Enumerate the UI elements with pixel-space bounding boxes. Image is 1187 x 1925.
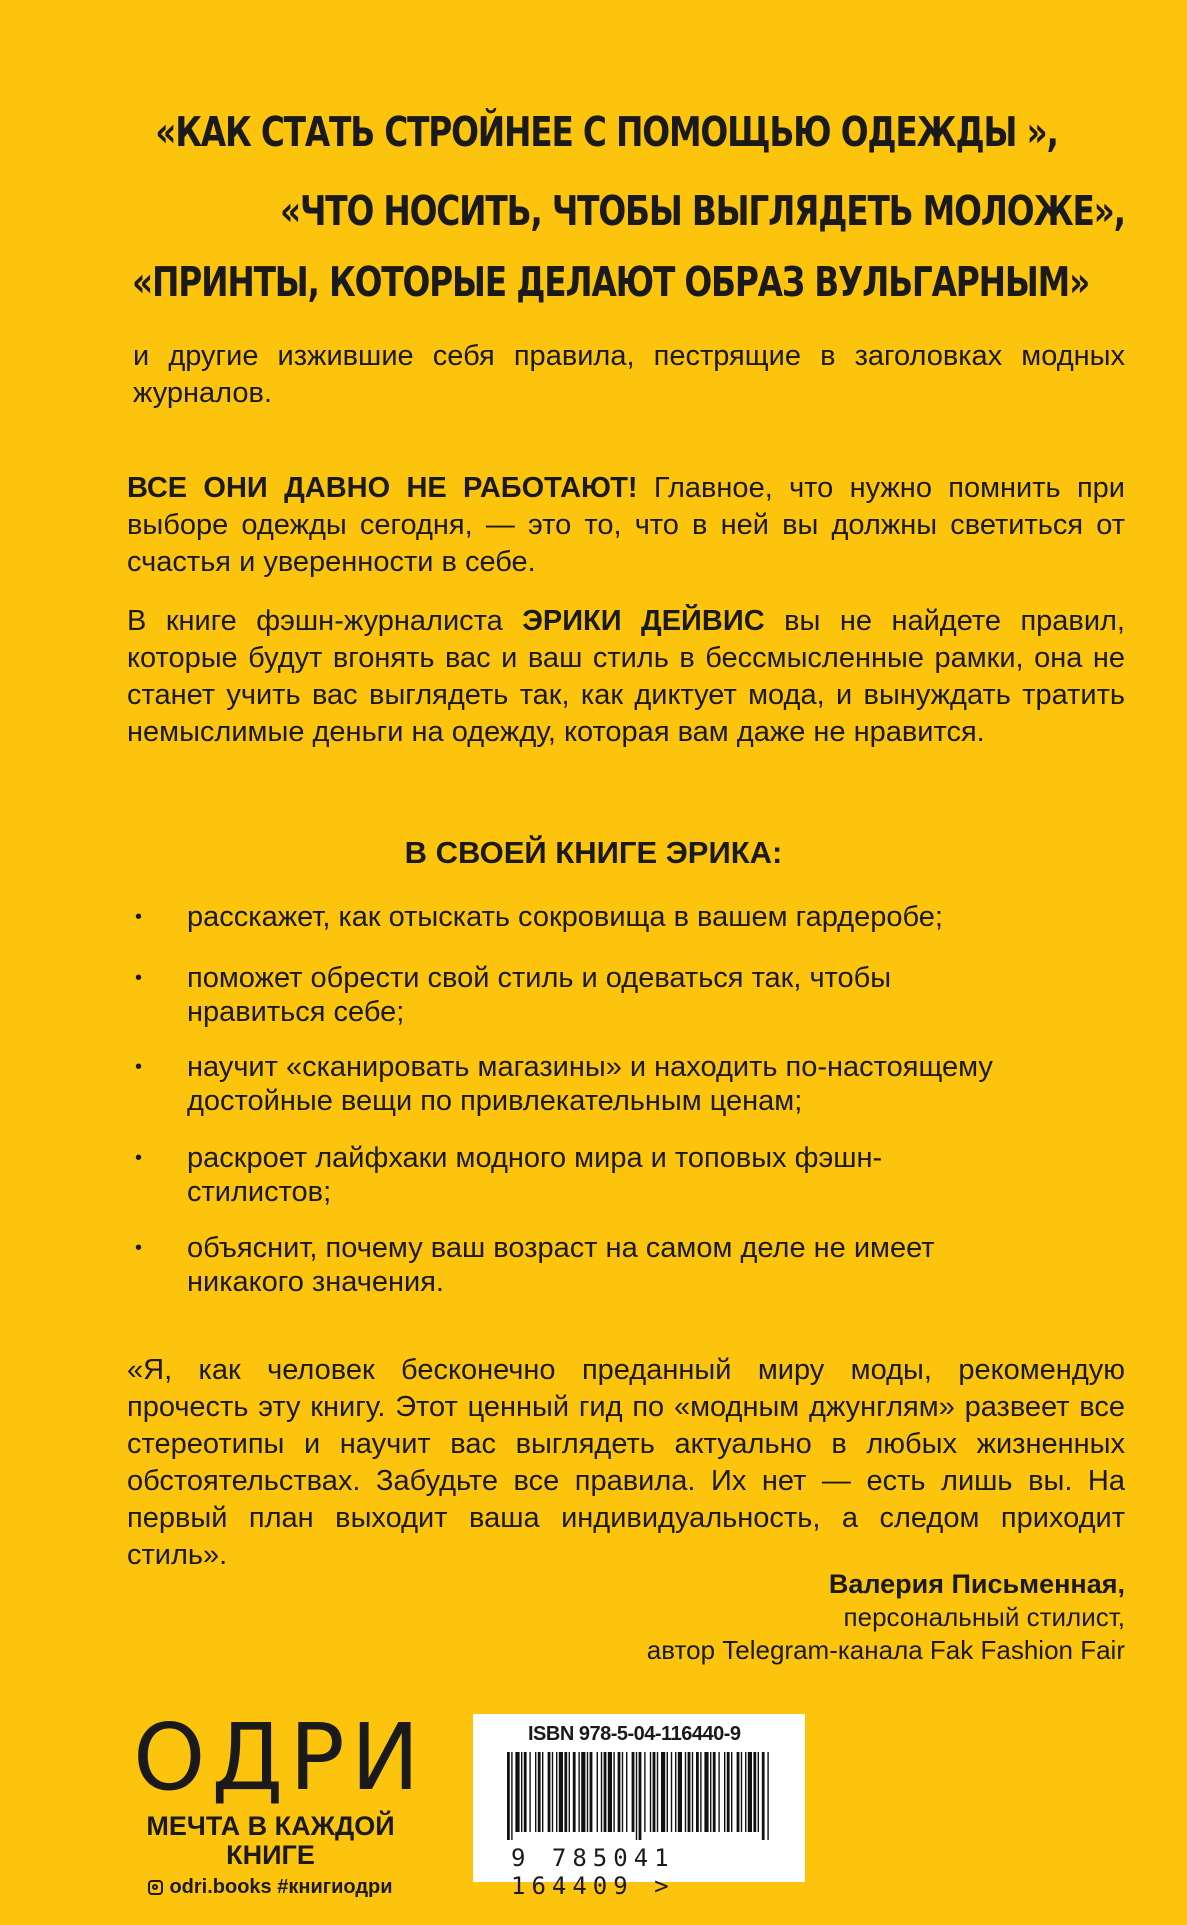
headline-2: «ЧТО НОСИТЬ, ЧТОБЫ ВЫГЛЯДЕТЬ МОЛОЖЕ», (280, 187, 1125, 235)
barcode-bar (569, 1752, 570, 1832)
barcode-bar (692, 1752, 693, 1832)
section-title: В СВОЕЙ КНИГЕ ЭРИКА: (404, 835, 783, 870)
barcode-bar (542, 1752, 543, 1832)
book-text-start: В книге фэшн-журналиста (127, 605, 523, 637)
barcode-bar (710, 1752, 711, 1832)
barcode-bar (626, 1752, 627, 1832)
logo-social (133, 1876, 408, 1899)
attribution-name: Валерия Письменная, (828, 1569, 1125, 1599)
logo-tagline-line: МЕЧТА В КАЖДОЙ (146, 1811, 395, 1841)
list-item-text: поможет обрести свой стиль и одеваться так, чтобы нравиться себе; (187, 962, 892, 1028)
barcode-bar (507, 1752, 510, 1840)
bullet: • (135, 1147, 143, 1169)
barcode-bar (538, 1752, 541, 1832)
barcode-bar (762, 1752, 765, 1840)
bullet: • (135, 1056, 143, 1078)
barcode-bar (650, 1752, 651, 1832)
barcode-bar (535, 1752, 536, 1832)
bullet: • (135, 906, 143, 928)
quote-attribution (647, 1568, 1125, 1667)
barcode-bar (511, 1752, 512, 1840)
barcode-bar (613, 1752, 614, 1832)
barcode-bar (622, 1752, 623, 1832)
barcode-bar (741, 1752, 742, 1832)
barcode-bar (724, 1752, 725, 1832)
barcode-bar (688, 1752, 691, 1832)
barcode-bar (573, 1752, 576, 1832)
list-item-text: расскажет, как отыскать сокровища в вашем гардеробе; (187, 901, 943, 933)
book-text-rest: вы не найдете правил, которые будут вгонять вас и ваш стиль в бессмысленные рамки, она не станет учить вас выглядеть так, как диктует мода, и вынуждать тратить немыслимые деньги на одежду, которая вам даже не нравится. (127, 605, 1125, 748)
barcode-bar (675, 1752, 676, 1832)
barcode-bar (529, 1752, 530, 1832)
barcode-bar (737, 1752, 740, 1832)
list-item-text: объяснит, почему ваш возраст на самом деле не имеет никакого значения. (187, 1232, 935, 1298)
attribution-role: персональный стилист, (843, 1602, 1125, 1632)
logo-wordmark: ОДРИ (133, 1704, 426, 1811)
bullet: • (135, 967, 143, 989)
bullet: • (135, 1237, 143, 1259)
barcode-bar (745, 1752, 746, 1832)
barcode-bar (524, 1752, 527, 1832)
intro-paragraph: и другие изжившие себя правила, пестрящие в заголовках модных журналов. (133, 340, 1125, 409)
barcode-bar (618, 1752, 621, 1832)
barcode-bar (601, 1752, 602, 1832)
barcode-bar (548, 1752, 551, 1832)
barcode-bar (657, 1752, 658, 1832)
list-item-text: научит «сканировать магазины» и находить по-настоящему достойные вещи по привлекательным ценам; (187, 1051, 993, 1117)
barcode-bar (753, 1752, 756, 1832)
barcode-bar (704, 1752, 708, 1832)
claim-bold: ВСЕ ОНИ ДАВНО НЕ РАБОТАЮТ! (127, 472, 638, 504)
barcode-bar (639, 1752, 642, 1840)
barcode-bar (713, 1752, 716, 1832)
barcode-bar (552, 1752, 553, 1832)
barcode-bar (556, 1752, 557, 1832)
list-item-text: раскроет лайфхаки модного мира и топовых фэшн-стилистов; (187, 1142, 883, 1208)
headline-1: «КАК СТАТЬ СТРОЙНЕЕ С ПОМОЩЬЮ ОДЕЖДЫ », (155, 108, 1058, 156)
logo-tagline (133, 1812, 408, 1870)
barcode-bar (587, 1752, 588, 1832)
barcode-bar (515, 1752, 519, 1832)
barcode-bar (581, 1752, 585, 1832)
barcode-bar (718, 1752, 719, 1832)
quote-paragraph: «Я, как человек бесконечно преданный миру моды, рекомендую прочесть эту книгу. Этот ценный гид по «модным джунглям» развеет все стереотипы и научит вас выглядеть актуально в любых жизненных обстоятельствах. Забудьте все правила. Их нет — есть лишь вы. На первый план выходит ваша индивидуальность, а следом приходит стиль». (127, 1354, 1125, 1571)
barcode-bar (559, 1752, 563, 1832)
barcode-bar (661, 1752, 665, 1832)
social-handle: odri.books #книгиодри (169, 1876, 393, 1898)
barcode-bar (748, 1752, 752, 1832)
claim-text: Главное, что нужно помнить при выборе одежды сегодня, — это то, что в ней вы должны светиться от счастья и уверенности в себе. (127, 472, 1125, 578)
barcode-bar (767, 1752, 768, 1840)
book-paragraph (127, 603, 1125, 751)
barcode-bar (667, 1752, 668, 1832)
isbn-label: ISBN 978-5-04-116440-9 (528, 1723, 741, 1745)
barcode-bar (604, 1752, 607, 1832)
instagram-icon (148, 1880, 163, 1895)
barcode-panel (473, 1714, 805, 1900)
book-author: ЭРИКИ ДЕЙВИС (522, 605, 765, 637)
barcode-bar (644, 1752, 645, 1832)
barcode-bar (685, 1752, 686, 1832)
barcode-bar (731, 1752, 732, 1832)
claim-paragraph (127, 470, 1125, 581)
headline-3: «ПРИНТЫ, КОТОРЫЕ ДЕЛАЮТ ОБРАЗ ВУЛЬГАРНЫМ» (132, 258, 1090, 306)
barcode-bar (632, 1752, 635, 1832)
barcode-bar (678, 1752, 682, 1832)
barcode-bar (671, 1752, 672, 1832)
barcode-bar (608, 1752, 612, 1832)
barcode-bar (696, 1752, 699, 1832)
logo-tagline-line: КНИГЕ (226, 1840, 315, 1870)
barcode-bar (597, 1752, 598, 1832)
barcode-bar (653, 1752, 656, 1832)
barcode-bar (521, 1752, 522, 1832)
barcode-digits: 9 785041 164409 > (511, 1844, 675, 1900)
barcode-bar (564, 1752, 567, 1832)
barcode-bar (758, 1752, 759, 1832)
barcode-bar (636, 1752, 637, 1840)
publisher-logo (133, 1704, 426, 1899)
barcode-bar (578, 1752, 579, 1832)
barcode-bar (727, 1752, 730, 1832)
barcode-bar (700, 1752, 701, 1832)
barcode-bar (590, 1752, 593, 1832)
attribution-channel: автор Telegram-канала Fak Fashion Fair (646, 1635, 1125, 1665)
barcode-graphic (505, 1752, 773, 1840)
